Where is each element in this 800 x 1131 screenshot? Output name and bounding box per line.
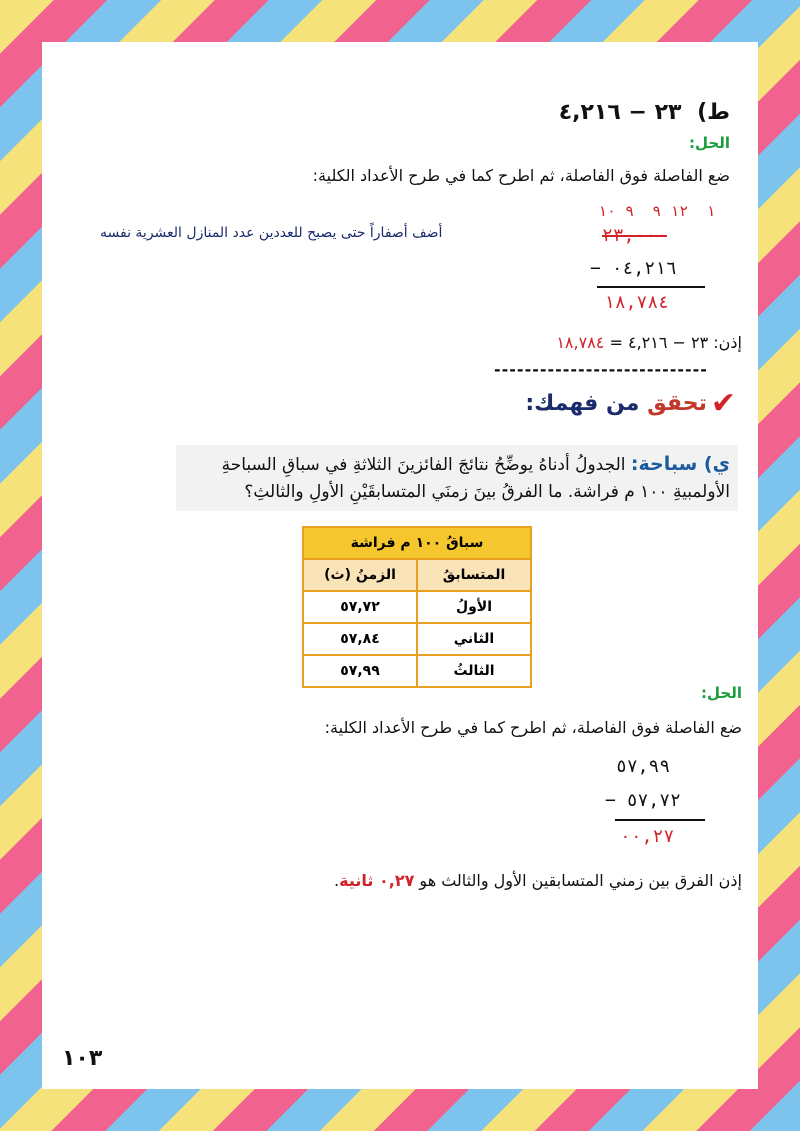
problem-expression: ٢٣ − ٤,٢١٦ [558, 100, 682, 125]
result-row: ١٨,٧٨٤ [604, 292, 670, 313]
conclusion-prefix: إذن: ٢٣ − ٤,٢١٦ = [604, 333, 742, 352]
solution2-label: الحل: [701, 684, 742, 702]
checkmark-icon: ✔ [710, 386, 736, 421]
solution2-top-operand: ٥٧,٩٩ [616, 756, 671, 777]
question-text: الجدولُ أدناهُ يوضِّحُ نتائجَ الفائزينَ الثلاثةِ في سباقِ السباحةِ الأولمبيةِ ١٠٠ م فراشة. ما الفرقُ بينَ زمنَي المتسابقَيْنِ الأولِ والثالثِ؟ [221, 455, 730, 503]
table-row: الثالثُ ٥٧,٩٩ [303, 655, 531, 687]
solution2-result-row: ٠٠,٢٧ [620, 826, 675, 847]
solution2-rule [615, 819, 705, 821]
section-divider: ---------------------------- [494, 360, 708, 379]
solution-label: الحل: [689, 134, 730, 152]
page-number: ١٠٣ [62, 1046, 103, 1071]
table-row: الأولُ ٥٧,٧٢ [303, 591, 531, 623]
header-competitor: المتسابقُ [417, 559, 531, 591]
solution2-conclusion: إذن الفرق بين زمني المتسابقين الأول والثالث هو ٠,٢٧ ثانية. [334, 871, 742, 890]
problem-title [559, 100, 730, 125]
race-results-table [302, 526, 532, 688]
question-label: ي) سباحة: [630, 453, 730, 475]
conclusion-line [556, 333, 742, 352]
table-caption: سباقُ ١٠٠ م فراشة [303, 527, 531, 559]
solution2-conclusion-value: ٠,٢٧ ثانية [339, 871, 415, 890]
header-time: الزمنُ (ث) [303, 559, 417, 591]
borrow-row: ١ ١٢ ٩ ٩ ١٠ [598, 202, 716, 220]
bottom-operand: − ٠٤,٢١٦ [590, 258, 677, 279]
solution2-bottom-operand: − ٥٧,٧٢ [605, 790, 681, 811]
check-heading [525, 386, 736, 421]
worksheet-page [42, 42, 758, 1089]
top-operand: ٢٣,٠٠٠ [602, 225, 668, 246]
solution2-instruction: ضع الفاصلة فوق الفاصلة، ثم اطرح كما في طرح الأعداد الكلية: [324, 718, 742, 737]
question-box [176, 445, 738, 511]
table-row: الثاني ٥٧,٨٤ [303, 623, 531, 655]
instruction-text: ضع الفاصلة فوق الفاصلة، ثم اطرح كما في طرح الأعداد الكلية: [312, 166, 730, 185]
zero-padding-note: أضف أصفاراً حتى يصبح للعددين عدد المنازل العشرية نفسه [100, 225, 443, 241]
check-title: تحقق من فهمك: [525, 391, 707, 416]
subtraction-rule [597, 286, 705, 288]
problem-letter: ط) [697, 100, 730, 125]
conclusion-value: ١٨,٧٨٤ [556, 333, 605, 352]
